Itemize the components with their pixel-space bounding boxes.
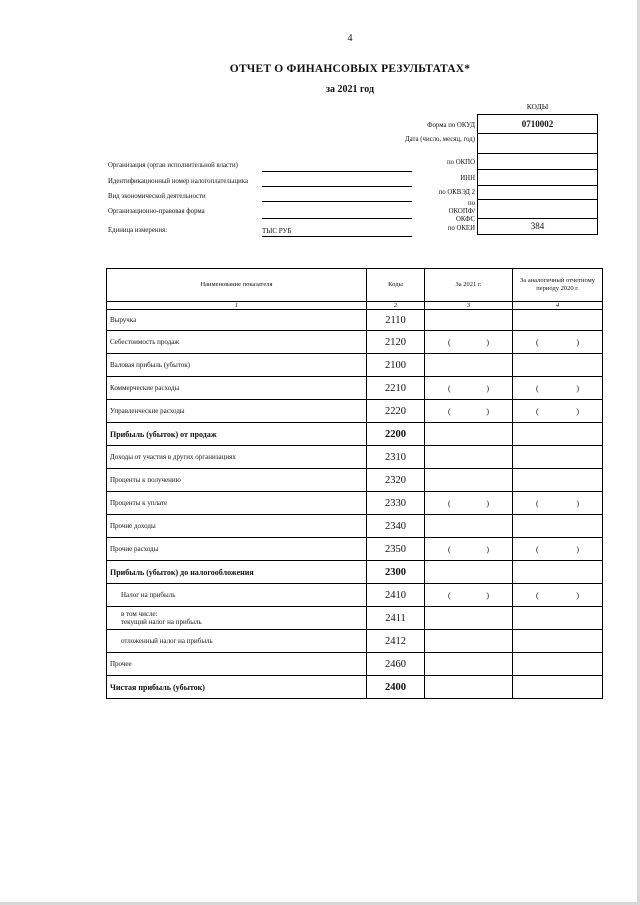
value-cell[interactable]	[513, 492, 603, 515]
row-code: 2300	[367, 561, 425, 584]
date-label: Дата (число, месяц, год)	[405, 136, 475, 143]
table-row	[107, 377, 603, 400]
row-code: 2200	[367, 423, 425, 446]
table-row	[107, 515, 603, 538]
legal-form-label: Организационно-правовая форма	[108, 208, 205, 215]
close-paren: )	[486, 383, 489, 393]
codes-box	[477, 114, 598, 235]
column-numbers-row	[107, 302, 603, 310]
row-label: Прочие расходы	[107, 538, 367, 561]
column-number: 3	[425, 302, 513, 310]
open-paren: (	[448, 383, 451, 393]
value-cell[interactable]	[513, 653, 603, 676]
open-paren: (	[536, 406, 539, 416]
row-label: отложенный налог на прибыль	[107, 630, 367, 653]
table-row	[107, 331, 603, 354]
activity-line	[262, 201, 412, 202]
row-label: Налог на прибыль	[107, 584, 367, 607]
open-paren: (	[536, 337, 539, 347]
row-label: Проценты к уплате	[107, 492, 367, 515]
column-number: 2	[367, 302, 425, 310]
okved-value-cell	[478, 186, 597, 200]
table-row	[107, 653, 603, 676]
row-code: 2310	[367, 446, 425, 469]
open-paren: (	[448, 337, 451, 347]
value-cell[interactable]	[425, 630, 513, 653]
value-cell[interactable]	[513, 310, 603, 331]
legal-form-line	[262, 218, 412, 219]
codes-header: КОДЫ	[526, 102, 549, 111]
okud-label: Форма по ОКУД	[427, 122, 475, 129]
value-cell[interactable]	[425, 492, 513, 515]
value-cell[interactable]	[425, 469, 513, 492]
row-label: Прибыль (убыток) до налогообложения	[107, 561, 367, 584]
okved-label: по ОКВЭД 2	[438, 189, 475, 196]
value-cell[interactable]	[513, 584, 603, 607]
page-number: 4	[347, 33, 353, 44]
close-paren: )	[576, 498, 579, 508]
value-cell[interactable]	[425, 538, 513, 561]
open-paren: (	[448, 544, 451, 554]
table-row	[107, 492, 603, 515]
value-cell[interactable]	[513, 469, 603, 492]
table-row	[107, 423, 603, 446]
value-cell[interactable]	[513, 446, 603, 469]
open-paren: (	[536, 498, 539, 508]
okei-value: 384	[530, 221, 545, 231]
close-paren: )	[486, 498, 489, 508]
okopf-label: по ОКОПФ/ ОКФС	[448, 200, 475, 223]
close-paren: )	[576, 406, 579, 416]
okpo-label: по ОКПО	[447, 159, 475, 166]
open-paren: (	[448, 498, 451, 508]
close-paren: )	[576, 337, 579, 347]
row-label-line: текущий налог на прибыль	[121, 618, 202, 626]
value-cell[interactable]	[425, 354, 513, 377]
header-indicator: Наименование показателя	[107, 269, 367, 302]
value-cell[interactable]	[513, 630, 603, 653]
value-cell[interactable]	[513, 607, 603, 630]
header-code: Коды	[367, 269, 425, 302]
value-cell[interactable]	[513, 561, 603, 584]
row-label: Управленческие расходы	[107, 400, 367, 423]
open-paren: (	[536, 544, 539, 554]
row-label: Прибыль (убыток) от продаж	[107, 423, 367, 446]
inn-code-label: ИНН	[460, 175, 475, 182]
table-row	[107, 469, 603, 492]
value-cell[interactable]	[425, 446, 513, 469]
close-paren: )	[576, 590, 579, 600]
row-label	[107, 607, 367, 630]
table-row	[107, 584, 603, 607]
unit-line	[262, 236, 412, 237]
okei-label: по ОКЕИ	[447, 225, 475, 232]
value-cell[interactable]	[425, 331, 513, 354]
row-code: 2412	[367, 630, 425, 653]
table-row	[107, 676, 603, 699]
report-period: за 2021 год	[325, 84, 375, 95]
row-code: 2460	[367, 653, 425, 676]
value-cell[interactable]	[425, 607, 513, 630]
value-cell[interactable]	[425, 584, 513, 607]
inn-value-cell	[478, 170, 597, 186]
row-code: 2220	[367, 400, 425, 423]
table-row	[107, 630, 603, 653]
report-title: ОТЧЕТ О ФИНАНСОВЫХ РЕЗУЛЬТАТАХ*	[229, 63, 471, 75]
row-code: 2210	[367, 377, 425, 400]
row-code: 2100	[367, 354, 425, 377]
table-row	[107, 400, 603, 423]
table-row	[107, 310, 603, 331]
value-cell[interactable]	[513, 400, 603, 423]
organization-line	[262, 171, 412, 172]
value-cell[interactable]	[425, 400, 513, 423]
row-code: 2120	[367, 331, 425, 354]
value-cell[interactable]	[513, 377, 603, 400]
row-label: Прочие доходы	[107, 515, 367, 538]
unit-value: ТЫС РУБ	[262, 227, 292, 235]
column-number: 1	[107, 302, 367, 310]
row-code: 2340	[367, 515, 425, 538]
value-cell[interactable]	[513, 515, 603, 538]
okud-value: 0710002	[478, 115, 597, 134]
open-paren: (	[536, 590, 539, 600]
value-cell[interactable]	[513, 423, 603, 446]
value-cell[interactable]	[513, 331, 603, 354]
value-cell[interactable]	[425, 377, 513, 400]
row-label: Проценты к получению	[107, 469, 367, 492]
financial-results-table	[106, 268, 603, 699]
row-label: Себестоимость продаж	[107, 331, 367, 354]
table-row	[107, 561, 603, 584]
taxpayer-id-line	[262, 186, 412, 187]
row-code: 2350	[367, 538, 425, 561]
taxpayer-id-label: Идентификационный номер налогоплательщика	[108, 178, 249, 185]
row-label: Выручка	[107, 310, 367, 331]
close-paren: )	[486, 590, 489, 600]
table-row	[107, 354, 603, 377]
row-code: 2320	[367, 469, 425, 492]
value-cell[interactable]	[425, 561, 513, 584]
unit-label: Единица измерения:	[108, 227, 168, 234]
header-current-period: За 2021 г.	[425, 269, 513, 302]
close-paren: )	[576, 544, 579, 554]
row-label-line: в том числе:	[121, 610, 158, 618]
row-label: Чистая прибыль (убыток)	[107, 676, 367, 699]
table-row	[107, 607, 603, 630]
close-paren: )	[486, 337, 489, 347]
column-number: 4	[513, 302, 603, 310]
value-cell[interactable]	[513, 354, 603, 377]
open-paren: (	[536, 383, 539, 393]
okpo-value-cell	[478, 154, 597, 170]
value-cell[interactable]	[513, 538, 603, 561]
okopf-value-cell	[478, 200, 597, 219]
header-previous-period: За аналогичный отчетному периоду 2020 г.	[513, 269, 603, 302]
value-cell[interactable]	[425, 423, 513, 446]
row-code: 2330	[367, 492, 425, 515]
open-paren: (	[448, 406, 451, 416]
row-code: 2110	[367, 310, 425, 331]
open-paren: (	[448, 590, 451, 600]
close-paren: )	[486, 544, 489, 554]
row-label: Прочее	[107, 653, 367, 676]
value-cell[interactable]	[425, 676, 513, 699]
row-code: 2411	[367, 607, 425, 630]
value-cell[interactable]	[513, 676, 603, 699]
row-label: Доходы от участия в других организациях	[107, 446, 367, 469]
row-code: 2410	[367, 584, 425, 607]
value-cell[interactable]	[425, 515, 513, 538]
table-header-row	[107, 269, 603, 302]
row-label: Коммерческие расходы	[107, 377, 367, 400]
close-paren: )	[576, 383, 579, 393]
organization-label: Организация (орган исполнительной власти)	[108, 162, 238, 169]
activity-label: Вид экономической деятельности	[108, 193, 206, 200]
row-code: 2400	[367, 676, 425, 699]
value-cell[interactable]	[425, 653, 513, 676]
row-label: Валовая прибыль (убыток)	[107, 354, 367, 377]
table-row	[107, 446, 603, 469]
close-paren: )	[486, 406, 489, 416]
table-row	[107, 538, 603, 561]
date-value-cell	[478, 134, 597, 154]
value-cell[interactable]	[425, 310, 513, 331]
